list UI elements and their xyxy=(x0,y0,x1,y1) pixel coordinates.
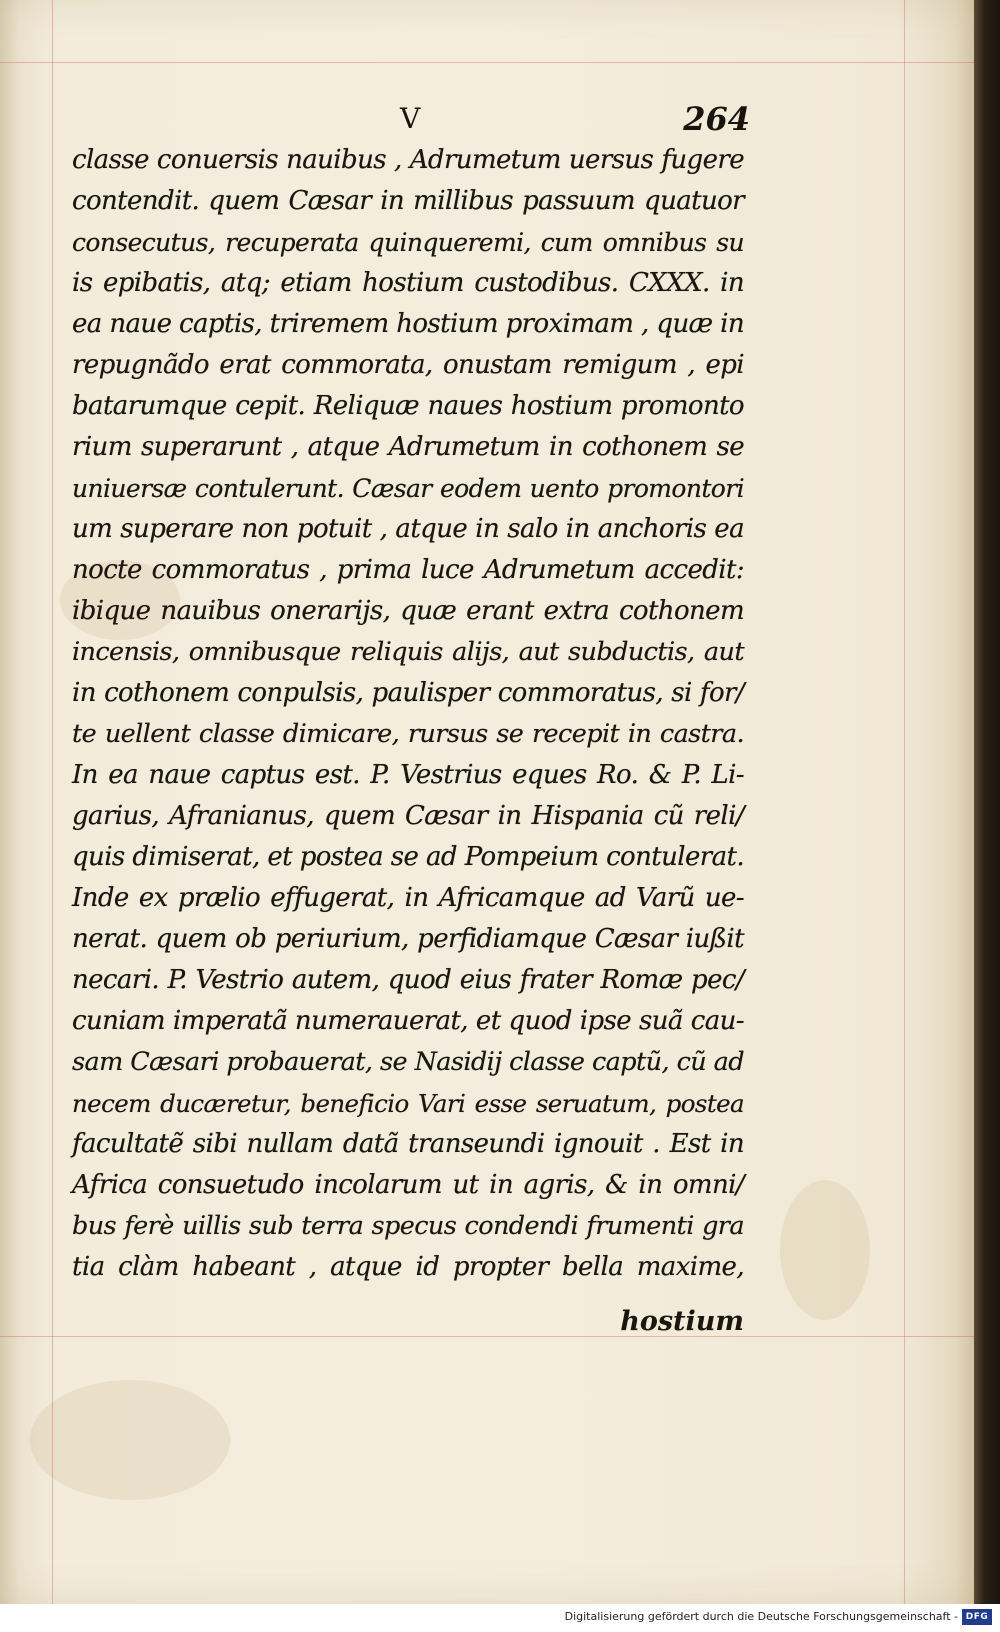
text-line: necem ducæretur, beneficio Vari esse seruatum, postea xyxy=(72,1089,744,1118)
text-line: bus ferè uillis sub terra specus condendi frumenti gra xyxy=(72,1211,744,1241)
text-line: repugnãdo erat commorata, onustam remigum , epi xyxy=(72,350,744,380)
footer-bar xyxy=(0,1604,1000,1632)
margin-rule-left xyxy=(52,0,53,1604)
text-line: is epibatis, atq; etiam hostium custodibus. CXXX. in xyxy=(72,268,744,298)
text-line: nerat. quem ob periurium, perfidiamque Cæsar iußit xyxy=(72,924,744,954)
catchword: hostium xyxy=(620,1306,744,1337)
text-line: sam Cæsari probauerat, se Nasidij classe captũ, cũ ad xyxy=(72,1047,744,1077)
signature-mark: V xyxy=(400,102,421,135)
paper-stain xyxy=(30,1380,230,1500)
text-line: garius, Afranianus, quem Cæsar in Hispania cũ reli/ xyxy=(72,801,744,831)
margin-rule-top xyxy=(0,62,974,63)
paper-stain xyxy=(780,1180,870,1320)
text-line: cuniam imperatã numerauerat, et quod ipse suã cau- xyxy=(72,1006,744,1036)
text-line: nocte commoratus , prima luce Adrumetum accedit: xyxy=(72,555,744,585)
text-line: necari. P. Vestrio autem, quod eius frater Romæ pec/ xyxy=(72,965,744,995)
text-line: rium superarunt , atque Adrumetum in cothonem se xyxy=(72,432,744,462)
folio-number: 264 xyxy=(683,100,750,138)
text-line: quis dimiserat, et postea se ad Pompeium contulerat. xyxy=(72,842,744,872)
page-gutter-shadow xyxy=(974,0,1000,1604)
catchword-row xyxy=(72,1306,744,1350)
dfg-logo-icon[interactable]: DFG xyxy=(962,1609,992,1625)
text-line: batarumque cepit. Reliquæ naues hostium promonto xyxy=(72,391,744,421)
text-line: ibique nauibus onerarijs, quæ erant extra cothonem xyxy=(72,596,744,626)
text-line: Africa consuetudo incolarum ut in agris, & in omni/ xyxy=(72,1170,744,1200)
text-line: uniuersæ contulerunt. Cæsar eodem uento promontori xyxy=(72,474,744,503)
funding-credit: Digitalisierung gefördert durch die Deutsche Forschungsgemeinschaft - xyxy=(564,1610,958,1623)
text-block xyxy=(72,140,744,1288)
text-line: ea naue captis, triremem hostium proximam , quæ in xyxy=(72,309,744,339)
text-line: in cothonem conpulsis, paulisper commoratus, si for/ xyxy=(72,678,744,708)
text-line: consecutus, recuperata quinqueremi, cum omnibus su xyxy=(72,228,744,257)
text-line: classe conuersis nauibus , Adrumetum uersus fugere xyxy=(72,145,744,175)
text-line: incensis, omnibusque reliquis alijs, aut subductis, aut xyxy=(72,637,744,667)
margin-rule-right xyxy=(904,0,905,1604)
text-line: um superare non potuit , atque in salo in anchoris ea xyxy=(72,514,744,544)
text-line: Inde ex prælio effugerat, in Africamque ad Varũ ue- xyxy=(72,883,744,913)
text-line: contendit. quem Cæsar in millibus passuum quatuor xyxy=(72,186,744,216)
text-line: facultatẽ sibi nullam datã transeundi ignouit . Est in xyxy=(72,1129,744,1159)
text-line: te uellent classe dimicare, rursus se recepit in castra. xyxy=(72,719,744,749)
text-line: In ea naue captus est. P. Vestrius eques Ro. & P. Li- xyxy=(72,760,744,790)
text-line: tia clàm habeant , atque id propter bella maxime, xyxy=(72,1252,744,1282)
